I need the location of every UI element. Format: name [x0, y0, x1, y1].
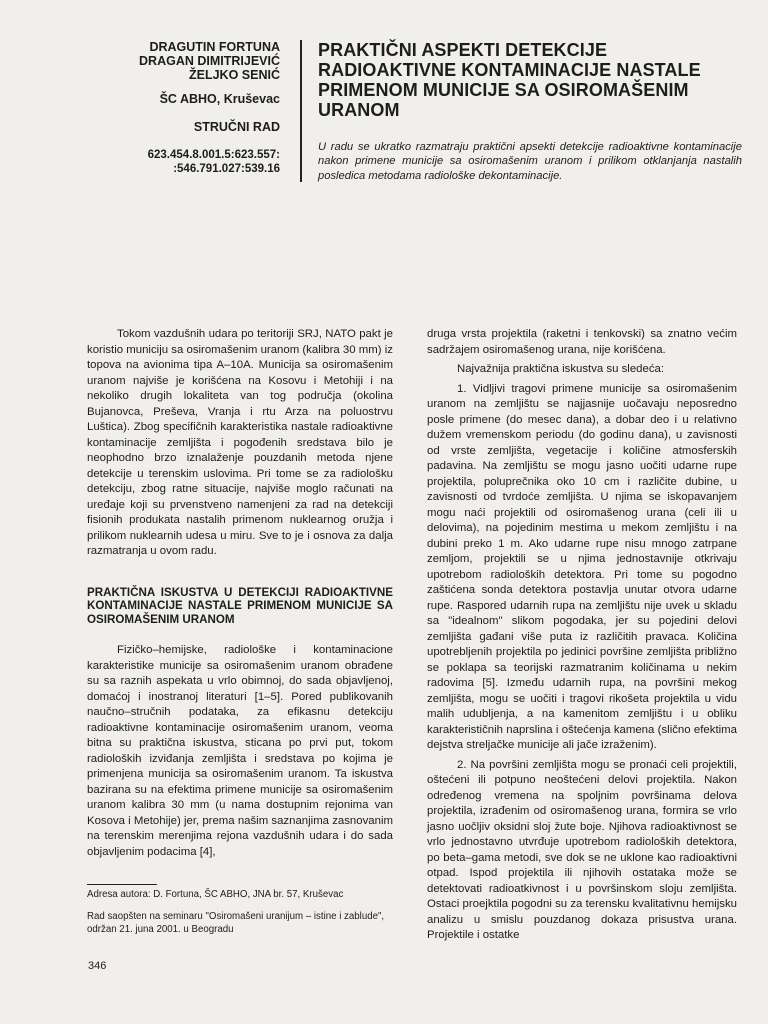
article-type: STRUČNI RAD: [193, 120, 280, 134]
paragraph: Tokom vazdušnih udara po teritoriji SRJ, NATO pakt je koristio municiju sa osiromašenim uranom (kalibra 30 mm) iz topova na avionima tipa A–10A. Municija sa osiromašenim uranom najviše je korišćena na Kosovu i Metohiji i na nekoliko drugih lokaliteta van tog područja (okolina Bujanovca, Preševa, Vranja i rtu Arza na poluostrvu Luštica). Zbog specifičnih karakteristika nastale radioaktivne kontaminacije zemljišta i pogođenih sredstava bilo je neophodno brzo iznalaženje pouzdanih metoda njene detekcije u terenskim uslovima. Pri tome se za radiološku detekciju, zbog ratne situacije, najviše moglo računati na uređaje koji su prvenstveno namenjeni za rad na detekciji fisionih produkata nastalih primenom nuklearnog oružja i prilikom nuklearnih udesa u miru. Sve to je i osnova za dalja razmatranja u ovom radu.: [87, 328, 393, 557]
author-name: ŽELJKO SENIĆ: [189, 68, 280, 82]
paragraph: 1. Vidljivi tragovi primene municije sa osiromašenim uranom na zemljištu se najjasnije uočavaju neposredno posle primene (do mesec dana), a dobar deo i u relativno dužem vremenskom periodu (do godinu dana), u zavisnosti od vrste zemljišta, vegetacije i količine atmosferskih padavina. Na zemljištu se mogu jasno uočiti udarne rupe projektila, poluprečnika oko 10 cm i različite dubine, u zavisnosti od tvrdoće zemljišta. U njima se iskopavanjem mogu naći projektili od osiromašenog urana (celi ili u delovima), na pojedinim mestima u mekom zemljištu i na dubini preko 1 m. Ako udarne rupe nisu mnogo zatrpane zemljom, projektili se u njima jednostavnije otkrivaju upotrebom radioloških detektora. Pri tome su pogodno zaštićena sonda detektora postavlja unutar otvora udarne rupe. Raspored udarnih rupa na zemljištu nije uvek u skladu sa "idealnom" slikom pogodaka, jer su pojedini delovi zemljišta gađani više puta iz različitih pravaca. Količina upotrebljenih projektila po jedinici površine zemljišta približno se poklapa sa teorijski razmatranim količinama u nekim radovima [5]. Između udarnih rupa, na površini mekog zemljišta, mogu se uočiti i tragovi rikošeta projektila u vidu malih udubljenja, a na kamenitom zemljištu i u obliku karakterističnih naprslina i oštećenja kamena (slično efektima dejstva streljačke municije ali jače izraženim).: [427, 382, 737, 751]
abstract: U radu se ukratko razmatraju praktični apsekti detekcije radioaktivne kontaminacije nakon primene municije sa osiromašenim uranom i prilikom otklanjanja nastalih posledica metodama radiološke dekontaminacije.: [318, 141, 742, 182]
footnote-divider: [87, 884, 157, 885]
section-heading: PRAKTIČNA ISKUSTVA U DETEKCIJI RADIOAKTIVNE KONTAMINACIJE NASTALE PRIMENOM MUNICIJE SA OSIROMAŠENIM URANOM: [87, 585, 393, 626]
paragraph: Najvažnija praktična iskustva su sledeća:: [457, 363, 665, 375]
paragraph: Fizičko–hemijske, radiološke i kontaminacione karakteristike municije sa osiromašenim uranom obrađene su sa raznih aspekata u vrlo obimnoj, do sada objavljenoj, domaćoj i inostranoj literaturi [1–5]. Pored publikovanih naučno–stručnih podataka, za efikasnu detekciju radioaktivne kontaminacije osiromašenim uranom, veoma bitna su praktična iskustva, sticana po prvi put, tokom radioloških izviđanja zemljišta i sredstava po kojima je primenjena municija sa osiromašenim uranom. Ta iskustva bazirana su na efektima primene municije sa osiromašenim uranom kalibra 30 mm (u nama dostupnim rejonima van Kosova i Metohije) jer, prema našim saznanjima zasnovanim na terenskim merenjima rejona vazdušnih udara i do sada objavljenim podacima [4],: [87, 644, 393, 858]
page-number: 346: [88, 960, 107, 972]
institution: ŠC ABHO, Kruševac: [159, 92, 280, 106]
paragraph: druga vrsta projektila (raketni i tenkovski) sa znatno većim sadržajem osiromašenog urana, nije korišćena.: [427, 328, 737, 356]
classification-code: :546.791.027:539.16: [173, 163, 280, 175]
footnote-seminar: Rad saopšten na seminaru "Osiromašeni uranijum – istine i zablude", održan 21. juna 2001. u Beogradu: [87, 911, 385, 935]
header-divider: [300, 40, 302, 182]
left-column: [87, 327, 393, 860]
article-title: PRAKTIČNI ASPEKTI DETEKCIJE RADIOAKTIVNE KONTAMINACIJE NASTALE PRIMENOM MUNICIJE SA OSIROMAŠENIM URANOM: [318, 40, 701, 120]
author-name: DRAGUTIN FORTUNA: [149, 40, 280, 54]
classification-code: 623.454.8.001.5:623.557:: [147, 149, 280, 161]
author-name: DRAGAN DIMITRIJEVIĆ: [139, 54, 280, 68]
author-block: [110, 40, 280, 176]
paragraph: 2. Na površini zemljišta mogu se pronaći celi projektili, oštećeni ili potpuno neoštećeni delovi projektila. Nakon određenog vremena na spoljnim površinama delova projektila, izrađenim od osiromašenog urana, formira se vrlo jasno uočljiv oksidni sloj žute boje. Njihova radioaktivnost se vrlo jednostavno utvrđuje upotrebom radioloških detektora, po beta–gama metodi, sve dok se ne uklone kao radioaktivni otpad. Ispod projektila ili njihovih ostataka može se detektovati radioatkivnost i u površinskom sloju zemljišta. Ostaci proejktila pogodni su za terensku kvalitativnu hemijsku analizu u smislu pouzdanog dokaza prisustva urana. Projektile i ostatke: [427, 758, 737, 941]
footnote-address: Adresa autora: D. Fortuna, ŠC ABHO, JNA br. 57, Kruševac: [87, 889, 344, 900]
right-column: [427, 327, 737, 944]
